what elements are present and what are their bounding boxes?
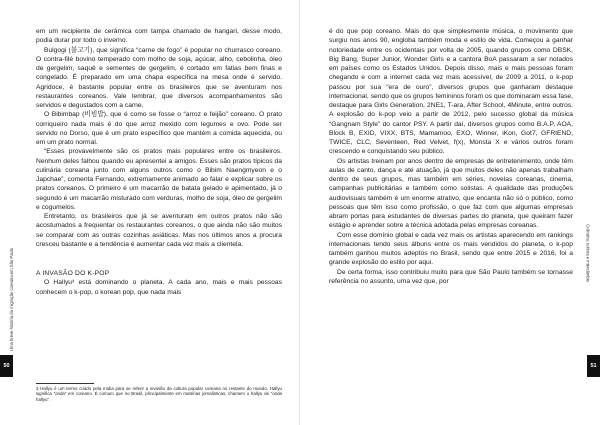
left-text-column	[36, 27, 282, 297]
section-title: A INVASÃO DO K-POP	[36, 270, 110, 277]
right-text-column	[329, 27, 573, 286]
right-page	[300, 0, 600, 425]
paragraph: Bulgogi (불고기), que significa “carne de fogo” é popular no churrasco coreano. O contra-filé bovino temperado com molho de soja, açúcar, alho, cebolinha, óleo de gergelim, saquê e sementes de gergelim, é cortado em fatias bem finas e congelado. É preparado em uma chapa específica na mesa onde é servido. Agridoce, é bastante popular entre os brasileiros que se aventuram nos restaurantes coreanos. Vale lembrar, que diversos acompanhamentos são servidos e degustados com a carne.	[36, 46, 282, 109]
running-title-left: Uma breve história da migração coreana em São Paulo	[9, 247, 14, 351]
paragraph: O Hallyu³ está dominando o planeta. A cada ano, mais e mais pessoas conhecem o k-pop, o korean pop, que nada mais	[36, 279, 282, 296]
paragraph: Entretanto, os brasileiros que já se aventuram em outros pratos não são acostumados a frequentar os restaurantes coreanos, o que ainda não são muitos se comparar com as outras cozinhas asiáticas. Mas nos últimos anos a procura cresceu bastante e a tendência é aumentar cada vez mais a clientela.	[36, 213, 282, 248]
paragraph: Os artistas treinam por anos dentro de empresas de entretenimento, onde têm aulas de canto, dança e até atuação, já que muitos deles não apenas trabalham dentro de seus grupos, mas também em séries, novelas coreanas, cinema, campanhas publicitárias e também como solistas. A qualidade das produções audiovisuais também é um enorme atrativo, que encanta não só o público, como pessoas que têm isso como profissão, o que faz com que algumas empresas abram portas para estudantes de diversas partes do planeta, que queiram fazer estágio e aprender sobre a técnica adotada pelas empresas coreanas.	[329, 157, 573, 230]
paragraph: “Esses provavelmente são os pratos mais populares entre os brasileiros. Nenhum deles falhou quando eu apresentei a amigos. Esses são pratos típicos da culinária coreana junto com alguns outros como o Bibim Naengmyeon e o Japchae”, comenta Fernando, extremamente animado ao falar e explicar sobre os pratos coreanos. O primeiro é um macarrão de batata gelado e apimentado, já o segundo é um macarrão misturado com verduras, molho de soja, óleo de gergelim e cogumelos.	[36, 148, 282, 211]
paragraph: é do que pop coreano. Mais do que simplesmente música, o movimento que surgiu nos anos 90, engloba também moda e estilo de vida. Começou a ganhar notoriedade entre os ocidentais por volta de 2005, quando grupos como DBSK, Big Bang, Super Junior, Wonder Girls e a cantora BoA passaram a ser notados em países como os Estados Unidos. Depois disso, mais e mais pessoas foram chegando e com a internet cada vez mais acessível, de 2009 a 2011, o k-pop passou por sua “era de ouro”, diversos grupos que ganharam destaque internacional, sendo que os grupos femininos foram os que dominaram essa fase, destaque para Girls Generation, 2NE1, T-ara, After School, 4Minute, entre outros. A explosão do k-pop veio a partir de 2012, pelo sucesso global da música “Gangnam Style” do cantor PSY. A partir daí, diversos grupos como B.A.P, AOA, Block B, EXID, VIXX, BTS, Mamamoo, EXO, Winner, iKon, Got7, GFRIEND, TWICE, CLC, Seventeen, Red Velvet, f(x), Monsta X e vários outros foram crescendo e conquistando seu público.	[329, 28, 573, 156]
paragraph: O Bibimbap (비빔밥), que é como se fosse o “arroz e feijão” coreano. O prato corriqueiro nada mais é do que arroz mexido com legumes e ovo. Pode ser servido no Dorso, que é um prato específico que mantém a comida aquecida, ou em um prato normal.	[36, 111, 282, 146]
paragraph: em um recipiente de cerâmica com tampa chamado de hangari, desse modo, podia durar por todo o inverno.	[36, 28, 282, 45]
paragraph: De certa forma, isso contribuiu muito para que São Paulo também se tornasse referência no assunto, uma vez que, por	[329, 268, 573, 285]
running-title-right: Culinária, cultura e intercâmbio	[586, 224, 591, 282]
page-number-left: 50	[0, 355, 13, 377]
paragraph: Com esse domínio global e cada vez mais os artistas aparecendo em rankings internacionais tendo seus álbuns entre os mais vendidos do planeta, o k-pop também ganhou muitos adeptos no Brasil, sendo que entre 2015 e 2016, foi a grande explosão do estilo por aqui.	[329, 231, 573, 267]
footnote-divider	[36, 383, 94, 384]
footnote: 3 Hallyu é um termo criado pela mídia para se referir a invasão da cultura popular coreana no restante do mundo. Hallyu significa “onda” em coreano. É comum que no Brasil, principalmente em matérias jornalísticas, chamem o hallyu de “onda hallyu”.	[36, 386, 282, 402]
page-number-right: 51	[587, 355, 600, 377]
